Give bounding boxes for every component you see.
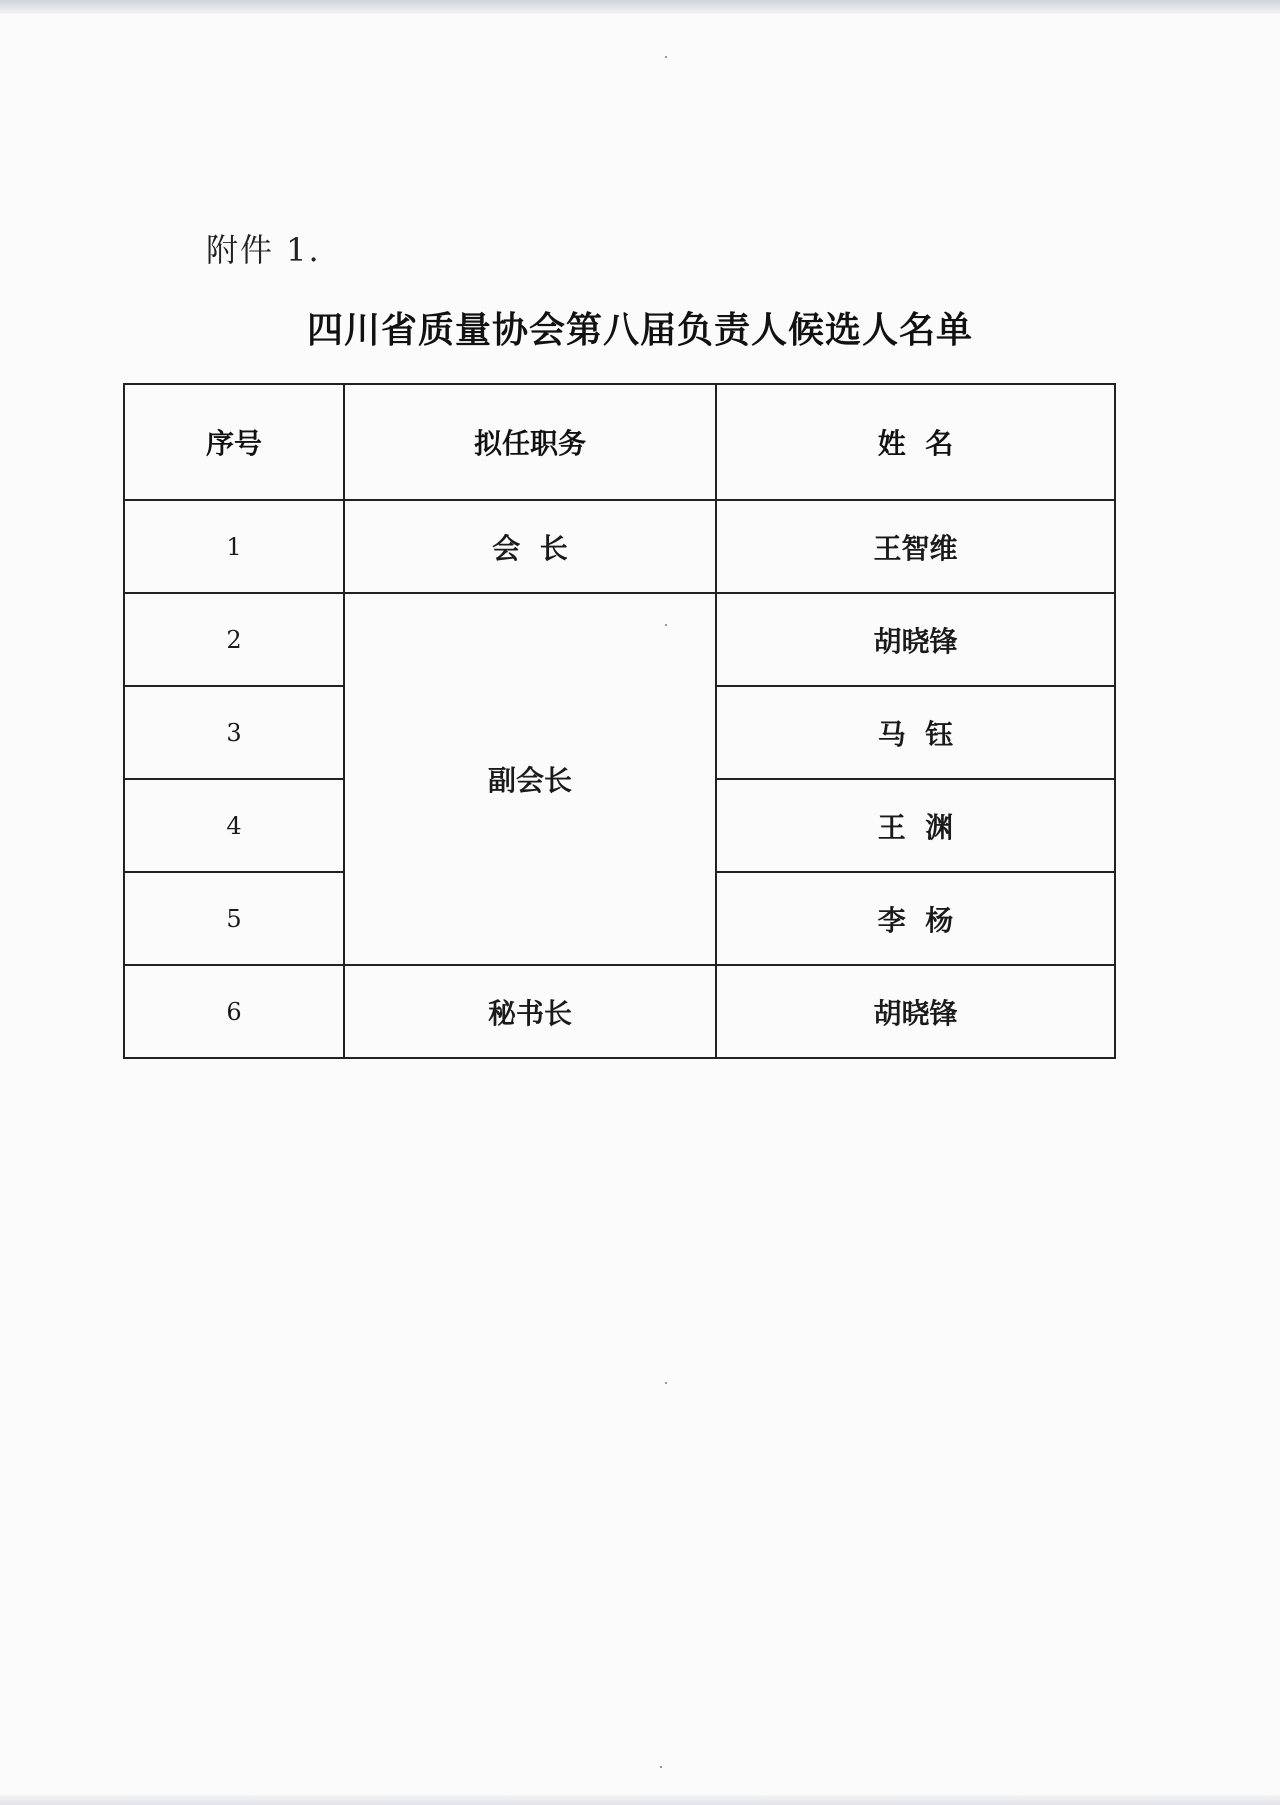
row-name: 胡晓锋 — [716, 593, 1115, 686]
candidates-table — [123, 383, 1116, 1059]
table-row — [124, 500, 1115, 593]
header-role: 拟任职务 — [344, 384, 716, 500]
header-name: 姓 名 — [716, 384, 1115, 500]
row-role: 秘书长 — [344, 965, 716, 1058]
scan-speck — [665, 56, 667, 58]
row-no: 1 — [124, 500, 344, 593]
row-no: 5 — [124, 872, 344, 965]
document-title: 四川省质量协会第八届负责人候选人名单 — [306, 309, 973, 351]
row-no: 2 — [124, 593, 344, 686]
row-name: 王智维 — [716, 500, 1115, 593]
scan-speck — [665, 624, 667, 626]
scan-edge-top — [0, 0, 1280, 14]
attachment-label: 附件 1. — [206, 231, 321, 269]
table-row — [124, 965, 1115, 1058]
row-name: 王 渊 — [716, 779, 1115, 872]
row-role: 会 长 — [344, 500, 716, 593]
row-no: 4 — [124, 779, 344, 872]
row-role-merged: 副会长 — [344, 593, 716, 965]
scan-speck — [660, 1766, 662, 1768]
candidates-table-wrap — [123, 383, 1114, 1059]
scan-edge-bottom — [0, 1795, 1280, 1805]
table-header-row — [124, 384, 1115, 500]
row-name: 李 杨 — [716, 872, 1115, 965]
scan-speck — [665, 1382, 667, 1384]
row-name: 胡晓锋 — [716, 965, 1115, 1058]
table-row — [124, 593, 1115, 686]
row-no: 3 — [124, 686, 344, 779]
row-name: 马 钰 — [716, 686, 1115, 779]
header-no: 序号 — [124, 384, 344, 500]
row-no: 6 — [124, 965, 344, 1058]
